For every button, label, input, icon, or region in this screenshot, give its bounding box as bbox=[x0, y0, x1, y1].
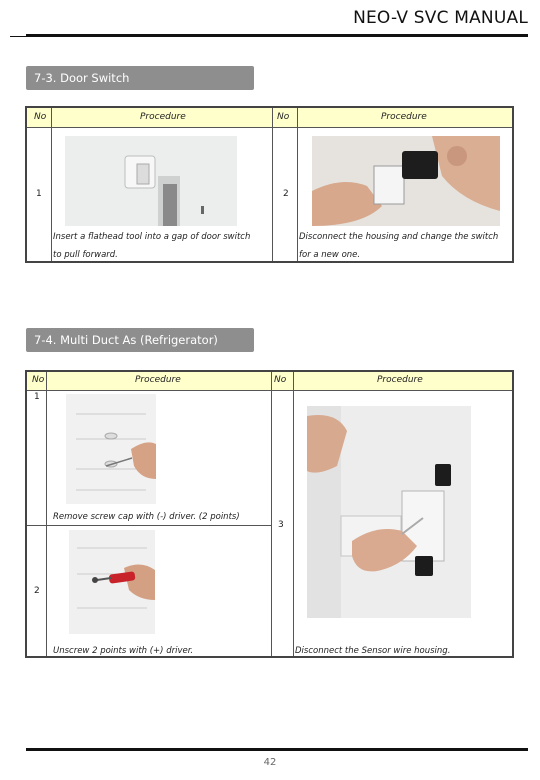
step-text: Insert a flathead tool into a gap of door switch bbox=[53, 232, 251, 242]
duct-screw-cap-photo bbox=[66, 394, 156, 504]
col-no-header: No bbox=[34, 112, 47, 122]
step-text: Unscrew 2 points with (+) driver. bbox=[53, 646, 194, 656]
step-number: 1 bbox=[36, 189, 42, 199]
column-divider bbox=[271, 372, 272, 656]
table-header-row bbox=[27, 372, 512, 391]
step-number: 2 bbox=[283, 189, 289, 199]
column-divider bbox=[272, 108, 273, 261]
column-divider bbox=[46, 372, 47, 656]
section-title: 7-3. Door Switch bbox=[34, 71, 130, 85]
section-heading-door-switch bbox=[26, 66, 254, 90]
col-no-header: No bbox=[277, 112, 290, 122]
table-header-row bbox=[27, 108, 512, 128]
footer-rule bbox=[26, 748, 528, 751]
column-divider bbox=[297, 108, 298, 261]
col-no-header: No bbox=[274, 375, 287, 385]
document-title: NEO-V SVC MANUAL bbox=[353, 8, 528, 28]
col-procedure-header: Procedure bbox=[140, 112, 186, 122]
col-procedure-header: Procedure bbox=[135, 375, 181, 385]
door-switch-table bbox=[25, 106, 514, 263]
column-divider bbox=[51, 108, 52, 261]
step-text: to pull forward. bbox=[53, 250, 118, 260]
section-title: 7-4. Multi Duct As (Refrigerator) bbox=[34, 333, 218, 347]
col-no-header: No bbox=[32, 375, 45, 385]
col-procedure-header: Procedure bbox=[381, 112, 427, 122]
header-rule-extension bbox=[10, 36, 26, 37]
step-number: 1 bbox=[34, 392, 40, 402]
door-switch-photo bbox=[65, 136, 237, 226]
step-text: for a new one. bbox=[299, 250, 361, 260]
step-text: Disconnect the housing and change the switch bbox=[299, 232, 499, 242]
section-heading-multi-duct bbox=[26, 328, 254, 352]
step-text: Disconnect the Sensor wire housing. bbox=[295, 646, 451, 656]
step-number: 2 bbox=[34, 586, 40, 596]
col-procedure-header: Procedure bbox=[377, 375, 423, 385]
column-divider bbox=[293, 372, 294, 656]
step-number: 3 bbox=[278, 520, 284, 530]
multi-duct-table bbox=[25, 370, 514, 658]
duct-unscrew-photo bbox=[69, 530, 155, 634]
switch-housing-photo bbox=[312, 136, 500, 226]
page-number: 42 bbox=[263, 757, 277, 768]
step-text: Remove screw cap with (-) driver. (2 points) bbox=[53, 512, 240, 522]
header-rule bbox=[26, 34, 528, 37]
sensor-wire-housing-photo bbox=[307, 406, 471, 618]
row-divider bbox=[27, 525, 271, 526]
